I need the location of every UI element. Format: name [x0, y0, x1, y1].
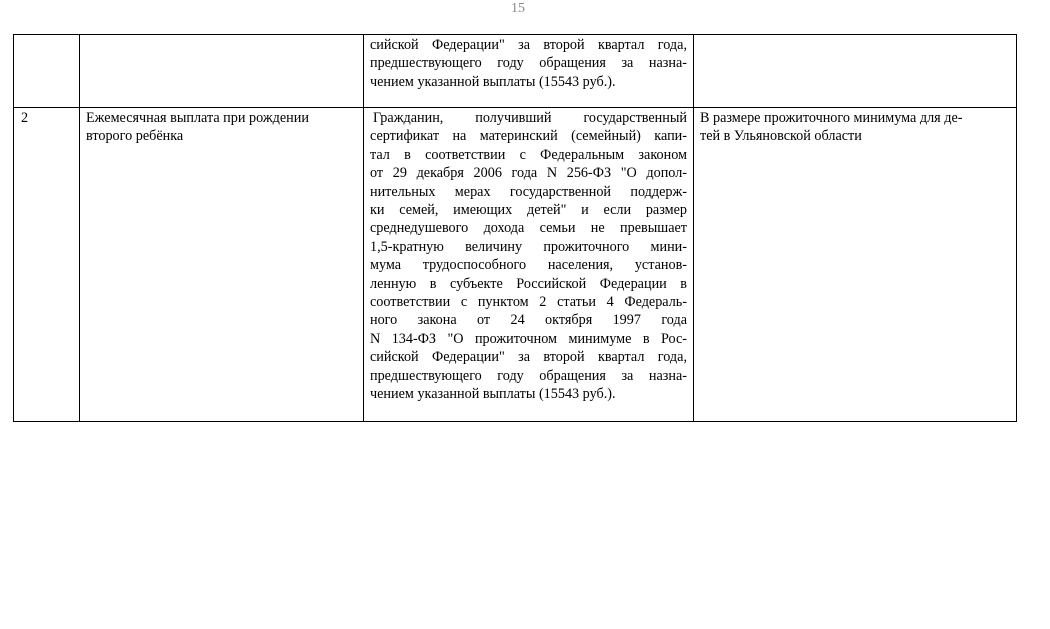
amount-cell — [694, 35, 1017, 108]
condition-line: нительных мерах государственной поддерж- — [370, 183, 687, 200]
table-row — [14, 108, 1017, 422]
row-number-cell — [14, 35, 80, 108]
condition-line: чением указанной выплаты (15543 руб.). — [370, 386, 616, 403]
table-row — [14, 35, 1017, 108]
condition-line: 1,5-кратную величину прожиточного мини- — [370, 238, 687, 255]
amount-line: тей в Ульяновской области — [700, 128, 862, 145]
benefit-name-cell — [80, 35, 364, 108]
condition-cell — [364, 108, 694, 422]
condition-line: ного закона от 24 октября 1997 года — [370, 312, 687, 329]
benefit-name-cell — [80, 108, 364, 422]
condition-line: среднедушевого дохода семьи не превышает — [370, 220, 687, 237]
condition-line: предшествующего году обращения за назна- — [370, 367, 687, 384]
benefit-name-line: Ежемесячная выплата при рождении — [86, 110, 309, 126]
condition-line: Гражданин, получивший государственный — [373, 110, 687, 126]
benefit-name-line: второго ребёнка — [86, 128, 184, 145]
condition-line: мума трудоспособного населения, установ- — [370, 257, 687, 274]
amount-line: В размере прожиточного минимума для де- — [700, 110, 963, 126]
page-number: 15 — [511, 1, 525, 16]
condition-line: сертификат на материнский (семейный) капи- — [370, 128, 687, 145]
condition-line: соответствии с пунктом 2 статьи 4 Федераль- — [370, 294, 687, 311]
amount-cell — [694, 108, 1017, 422]
benefits-table — [13, 34, 1017, 422]
condition-line: тал в соответствии с Федеральным законом — [370, 146, 687, 163]
condition-line: ки семей, имеющих детей" и если размер — [370, 202, 687, 219]
condition-line: ленную в субъекте Российской Федерации в — [370, 275, 687, 292]
condition-line: сийской Федерации" за второй квартал года, — [370, 349, 687, 366]
condition-line: предшествующего году обращения за назна- — [370, 55, 687, 72]
row-number-cell — [14, 108, 80, 422]
condition-line: чением указанной выплаты (15543 руб.). — [370, 73, 616, 90]
condition-cell — [364, 35, 694, 108]
condition-line: сийской Федерации" за второй квартал года, — [370, 37, 687, 53]
condition-line: N 134-ФЗ "О прожиточном минимуме в Рос- — [370, 330, 687, 347]
condition-line: от 29 декабря 2006 года N 256-ФЗ "О допол- — [370, 165, 687, 182]
row-number: 2 — [21, 110, 29, 126]
